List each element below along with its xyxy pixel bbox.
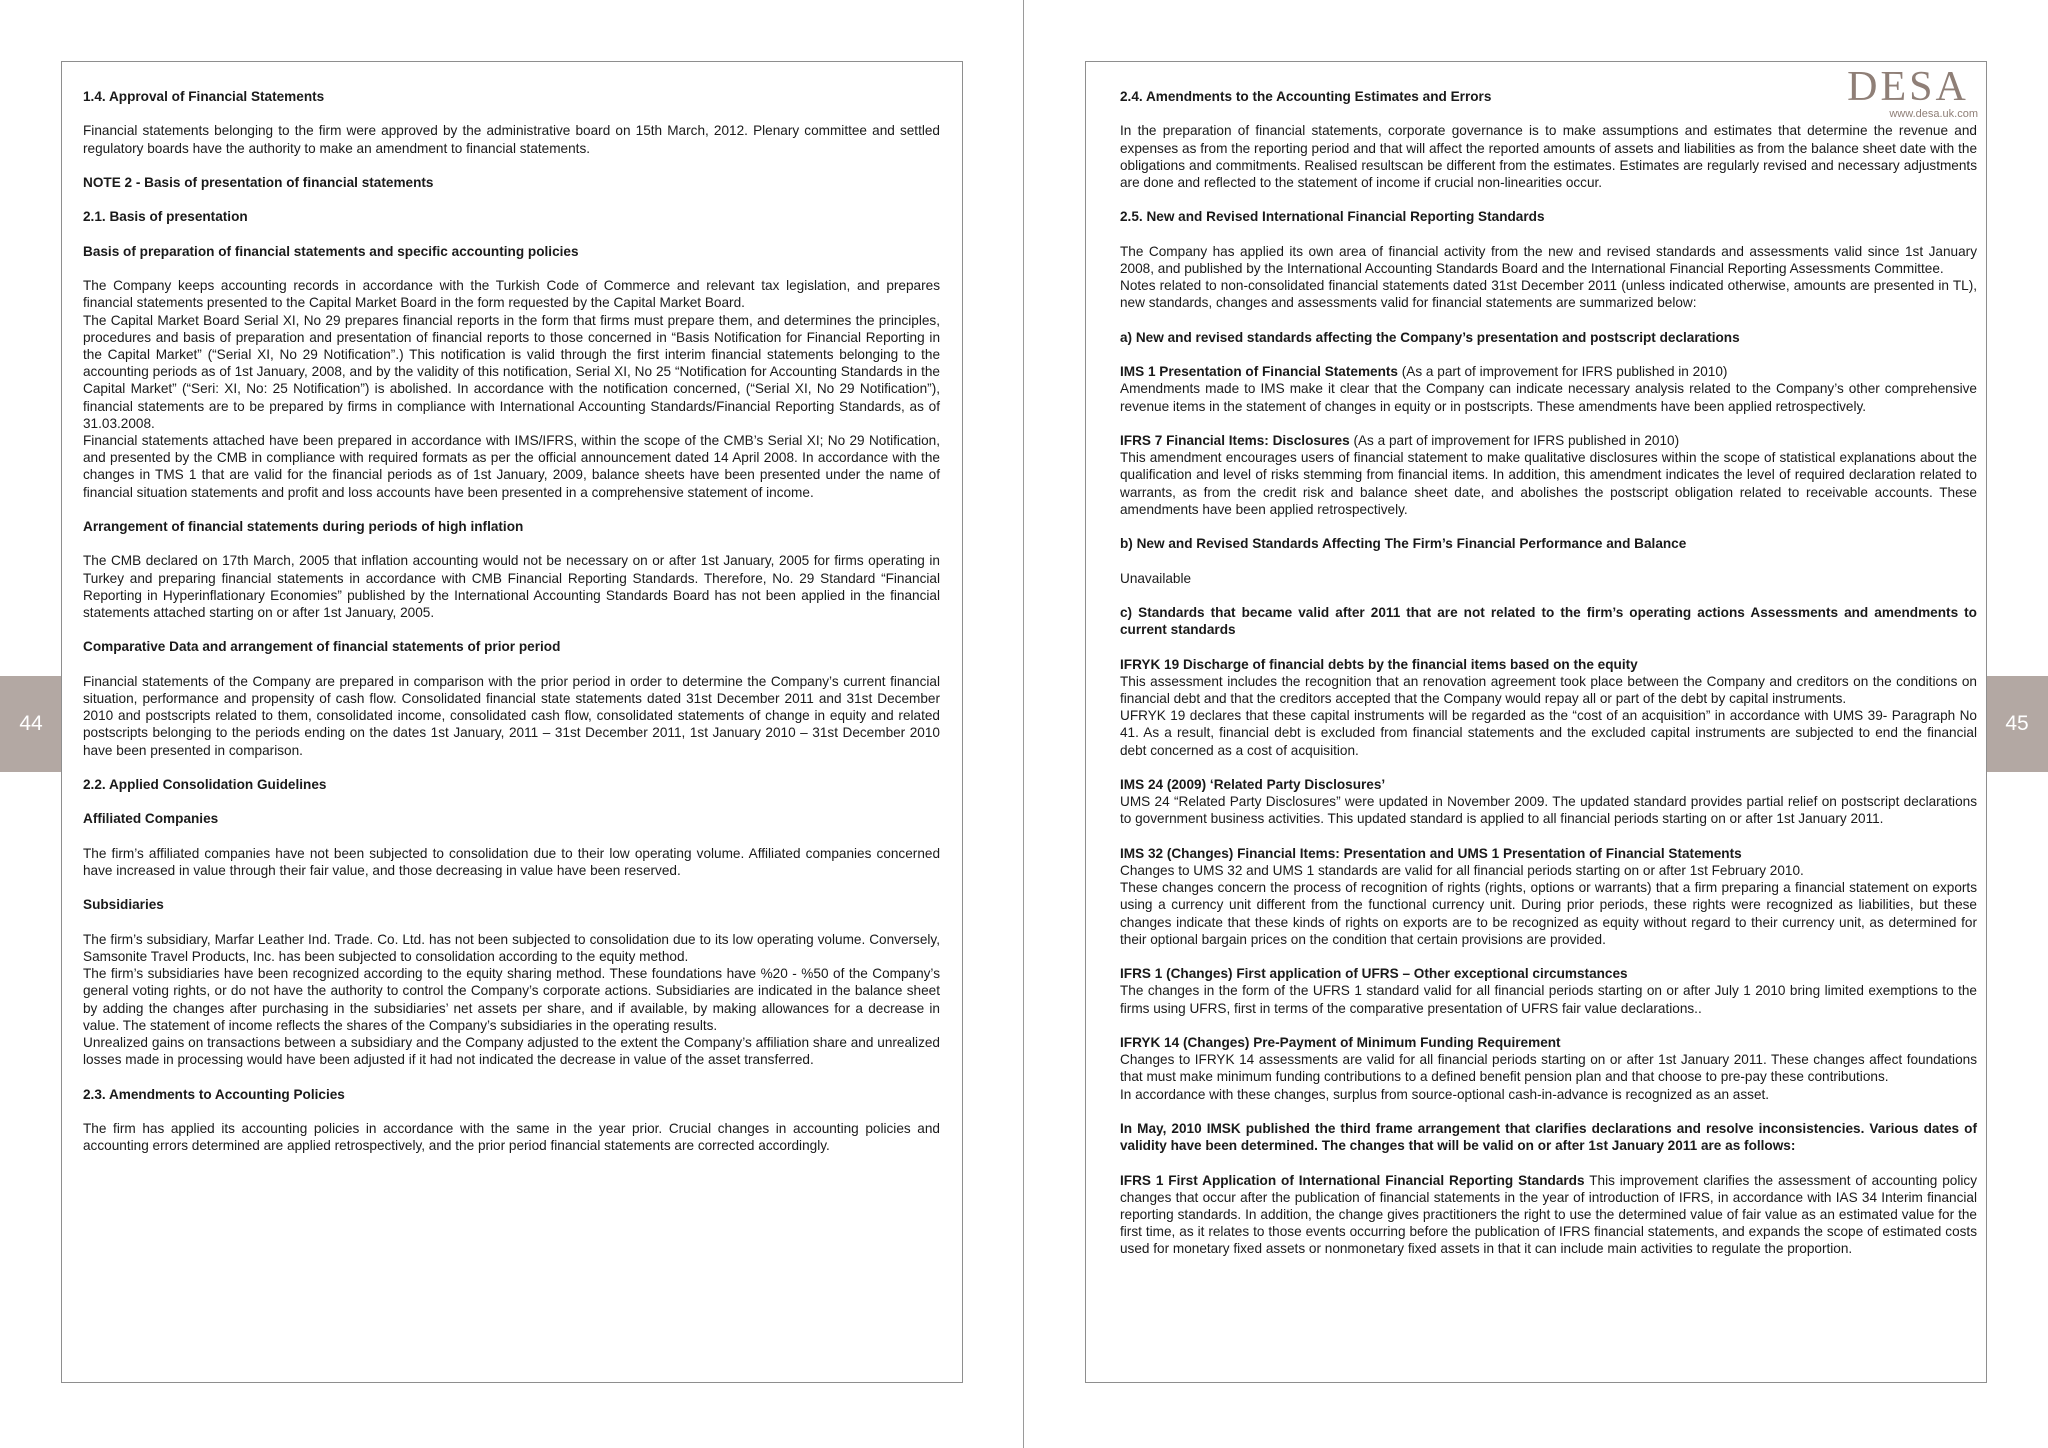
ims1-body: Amendments made to IMS make it clear that the Company can indicate necessary analysis related to the Company’s other comprehensive revenue items in the statement of changes in equity or in postscripts. These amendments have been applied retrospectively. xyxy=(1120,381,1977,414)
heading-2-1: 2.1. Basis of presentation xyxy=(83,209,248,225)
ims24-title: IMS 24 (2009) ‘Related Party Disclosures’ xyxy=(1120,776,1386,792)
paragraph-1-4: Financial statements belonging to the firm were approved by the administrative board on 15th March, 2012. Plenary committee and settled regulatory boards have the authority to make an amendment to financial statements. xyxy=(83,123,940,156)
paragraph-subsidiaries-1: The firm’s subsidiary, Marfar Leather Ind. Trade. Co. Ltd. has not been subjected to consolidation due to its low operating volume. Conversely, Samsonite Travel Products, Inc. has been subjected to consolidation according to the equity method. xyxy=(83,931,940,964)
ifryk14-body-1: Changes to IFRYK 14 assessments are valid for all financial periods starting on or after 1st January 2011. These changes affect foundations that must make minimum funding contributions to a defined benefit pension plan and that choose to pre-pay these contributions. xyxy=(1120,1052,1977,1085)
page-fold-line xyxy=(1023,0,1024,1448)
ims32-body-1: Changes to UMS 32 and UMS 1 standards are valid for all financial periods starting on or after 1st February 2010. xyxy=(1120,862,1804,878)
ifryk14-title: IFRYK 14 (Changes) Pre-Payment of Minimum Funding Requirement xyxy=(1120,1034,1561,1050)
ifryk19-body-2: UFRYK 19 declares that these capital instruments will be regarded as the “cost of an acquisition” in accordance with UMS 39- Paragraph No 41. As a result, financial debt is excluded from financial statements and the excluded capital instruments are subjected to end the financial debt concerned as a cost of acquisition. xyxy=(1120,708,1977,758)
ifryk19-title: IFRYK 19 Discharge of financial debts by the financial items based on the equity xyxy=(1120,656,1638,672)
heading-basis-preparation: Basis of preparation of financial statements and specific accounting policies xyxy=(83,243,579,259)
heading-imsk: In May, 2010 IMSK published the third frame arrangement that clarifies declarations and resolve inconsistencies. Various dates of validity have been determined. The changes that will be valid on or after 1st January 2011 are as follows: xyxy=(1120,1120,1977,1154)
paragraph-2-4: In the preparation of financial statements, corporate governance is to make assumptions and estimates that determine the revenue and expenses as from the reporting period and that will affect the reported amounts of assets and liabilities as from the balance sheet date with the obligations and commitments. Realised resultscan be different from the estimates. Estimates are regularly revised and necessary adjustments are done and reflected to the statement of income if crucial non-linearities occur. xyxy=(1120,123,1977,190)
left-page-column xyxy=(83,88,940,1172)
page-number-right: 45 xyxy=(2005,712,2029,735)
ims24-body: UMS 24 “Related Party Disclosures” were updated in November 2009. The updated standard provides partial relief on postscript declarations to government business activities. This updated standard is applied to all financial periods starting on or after 1st January 2011. xyxy=(1120,794,1977,827)
paragraph-comparative: Financial statements of the Company are prepared in comparison with the prior period in order to determine the Company’s current financial situation, performance and propensity of cash flow. Consolidated financial state statements dated 31st December 2011 and 31st December 2010 and postscripts related to them, consolidated income, consolidated cash flow, consolidated statements of change in equity and related postscripts belonging to the periods ending on the dates 1st January, 2011 – 31st December 2011, 1st January 2010 – 31st December 2010 have been presented in comparison. xyxy=(83,673,940,758)
heading-subsidiaries: Subsidiaries xyxy=(83,897,164,913)
paragraph-basis-2: The Capital Market Board Serial XI, No 29 prepares financial reports in the form that firms must prepare them, and determines the principles, procedures and basis of preparation and presentation of financial reports to those concerned in “Basis Notification for Financial Reporting in the Capital Market” (“Serial XI, No 29 Notification”.) This notification is valid through the first interim financial statements belonging to the accounting periods as of 1st January, 2008, and by the validity of this notification, Serial XI, No 25 “Notification for Accounting Standards in the Capital Market” (“Seri: XI, No: 25 Notification”) is abolished. In accordance with the notification concerned, (“Serial XI, No 29 Notification”), financial statements are to be prepared by firms in compliance with International Accounting Standards/Financial Reporting Standards, as of 31.03.2008. xyxy=(83,312,940,431)
heading-inflation: Arrangement of financial statements during periods of high inflation xyxy=(83,518,524,534)
heading-1-4: 1.4. Approval of Financial Statements xyxy=(83,89,325,104)
heading-section-a: a) New and revised standards affecting the Company’s presentation and postscript declarations xyxy=(1120,329,1740,345)
paragraph-basis-3: Financial statements attached have been prepared in accordance with IMS/IFRS, within the scope of the CMB’s Serial XI; No 29 Notification, and presented by the CMB in compliance with required formats as per the official announcement dated 14 April 2008. In accordance with the changes in TMS 1 that are valid for the financial periods as of 1st January, 2009, balance sheets have been presented under the name of financial situation statements and profit and loss accounts have been presented in a comprehensive statement of income. xyxy=(83,432,940,500)
ims32-body-2: These changes concern the process of recognition of rights (rights, options or warrants) that a firm preparing a financial statement on exports using a currency unit different from the functional currency unit. During prior periods, these rights were recognized as liabilities, but these changes indicate that these kinds of rights on exports are to be recognized as equity without regard to their currency unit, as determined for their optional bargain prices on the condition that certain provisions are provided. xyxy=(1120,880,1977,947)
page-number-tab-right xyxy=(1986,676,2048,772)
paragraph-subsidiaries-3: Unrealized gains on transactions between a subsidiary and the Company adjusted to the extent the Company’s affiliation share and unrealized losses made in processing would have been adjusted if it had not indicated the decrease in value of the asset transferred. xyxy=(83,1034,940,1068)
paragraph-inflation: The CMB declared on 17th March, 2005 that inflation accounting would not be necessary on or after 1st January, 2005 for firms operating in Turkey and preparing financial statements in accordance with CMB Financial Reporting Standards. Therefore, No. 29 Standard “Financial Reporting in Hyperinflationary Economies” published by the International Accounting Standards Board has not been applied in the financial statements attached starting on or after 1st January, 2005. xyxy=(83,553,940,620)
heading-2-4: 2.4. Amendments to the Accounting Estimates and Errors xyxy=(1120,89,1492,104)
ifrs1-changes-title: IFRS 1 (Changes) First application of UFRS – Other exceptional circumstances xyxy=(1120,966,1628,982)
ifrs1-changes-body: The changes in the form of the UFRS 1 standard valid for all financial periods starting on or after July 1 2010 bring limited exemptions to the firms using UFRS, first in terms of the comparative presentation of UFRS fair value declarations.. xyxy=(1120,983,1977,1016)
ifrs7-body: This amendment encourages users of financial statement to make qualitative disclosures within the scope of statistical explanations about the qualification and level of risks stemming from financial items. In addition, this amendment indicates the level of required declaration related to warrants, as from the credit risk and balance sheet date, and abolishes the postscript obligation related to receivable accounts. These amendments have been applied retrospectively. xyxy=(1120,450,1977,517)
heading-section-c: c) Standards that became valid after 2011 that are not related to the firm’s operating actions Assessments and amendments to current standards xyxy=(1120,604,1977,638)
ifrs7-note: (As a part of improvement for IFRS published in 2010) xyxy=(1349,432,1680,448)
paragraph-section-b: Unavailable xyxy=(1120,570,1192,586)
ifrs7-title: IFRS 7 Financial Items: Disclosures xyxy=(1120,432,1350,448)
heading-section-b: b) New and Revised Standards Affecting The Firm’s Financial Performance and Balance xyxy=(1120,536,1687,552)
paragraph-2-5-2: Notes related to non-consolidated financial statements dated 31st December 2011 (unless indicated otherwise, amounts are presented in TL), new standards, changes and assessments valid for financial statements are summarized below: xyxy=(1120,278,1977,311)
logo-url: www.desa.uk.com xyxy=(1889,108,1978,120)
heading-2-5: 2.5. New and Revised International Financial Reporting Standards xyxy=(1120,209,1545,225)
ifryk14-body-2: In accordance with these changes, surplus from source-optional cash-in-advance is recognized as an asset. xyxy=(1120,1086,1770,1102)
paragraph-basis-1: The Company keeps accounting records in accordance with the Turkish Code of Commerce and relevant tax legislation, and prepares financial statements presented to the Capital Market Board in the form requested by the Capital Market Board. xyxy=(83,278,940,311)
paragraph-2-3: The firm has applied its accounting policies in accordance with the same in the year prior. Crucial changes in accounting policies and accounting errors determined are applied retrospectively, and the prior period financial statements are corrected accordingly. xyxy=(83,1120,940,1154)
ifrs1-first-title: IFRS 1 First Application of International Financial Reporting Standards xyxy=(1120,1172,1585,1188)
heading-comparative: Comparative Data and arrangement of financial statements of prior period xyxy=(83,639,561,655)
right-page-column xyxy=(1120,88,1977,1275)
ims1-note: (As a part of improvement for IFRS published in 2010) xyxy=(1397,364,1728,380)
ims1-title: IMS 1 Presentation of Financial Statements xyxy=(1120,364,1398,380)
logo-wordmark: DESA xyxy=(1847,64,1969,110)
heading-note-2: NOTE 2 - Basis of presentation of financial statements xyxy=(83,174,434,190)
page-number-left: 44 xyxy=(19,712,43,735)
ifrs1-first-body: This improvement clarifies the assessment of accounting policy changes that occur after the publication of financial statements in the year of introduction of IFRS, in accordance with IAS 34 Interim financial reporting standards. In addition, the change gives practitioners the right to use the determined value of fair value as an estimated value for the first time, as it relates to those events occurring before the publication of IFRS financial statements, and expands the scope of estimated costs used for monetary fixed assets or nonmonetary fixed assets in that it can include main activities to regulate the proportion. xyxy=(1120,1172,1977,1257)
ifryk19-body-1: This assessment includes the recognition that an renovation agreement took place between the Company and creditors on the conditions on financial debt and that the creditors accepted that the Company would repay all or part of the debt by capital instruments. xyxy=(1120,673,1977,706)
paragraph-affiliated: The firm’s affiliated companies have not been subjected to consolidation due to their low operating volume. Affiliated companies concerned have increased in value through their fair value, and those decreasing in value have been reserved. xyxy=(83,845,940,878)
paragraph-subsidiaries-2: The firm’s subsidiaries have been recognized according to the equity sharing method. These foundations have %20 - %50 of the Company’s general voting rights, or do not have the authority to control the Company’s corporate actions. Subsidiaries are indicated in the balance sheet by adding the changes after purchasing in the subsidiaries’ net assets per share, and if available, by making allowances for a decrease in value. The statement of income reflects the shares of the Company’s subsidiaries in the operating results. xyxy=(83,966,940,1033)
heading-affiliated: Affiliated Companies xyxy=(83,811,219,827)
paragraph-2-5-1: The Company has applied its own area of financial activity from the new and revised standards and assessments valid since 1st January 2008, and published by the International Accounting Standards Board and the International Financial Reporting Assessments Committee. xyxy=(1120,243,1977,276)
heading-2-3: 2.3. Amendments to Accounting Policies xyxy=(83,1086,345,1102)
heading-2-2: 2.2. Applied Consolidation Guidelines xyxy=(83,776,327,792)
page-number-tab-left xyxy=(0,676,62,772)
ims32-title: IMS 32 (Changes) Financial Items: Presentation and UMS 1 Presentation of Financial Statements xyxy=(1120,845,1742,861)
